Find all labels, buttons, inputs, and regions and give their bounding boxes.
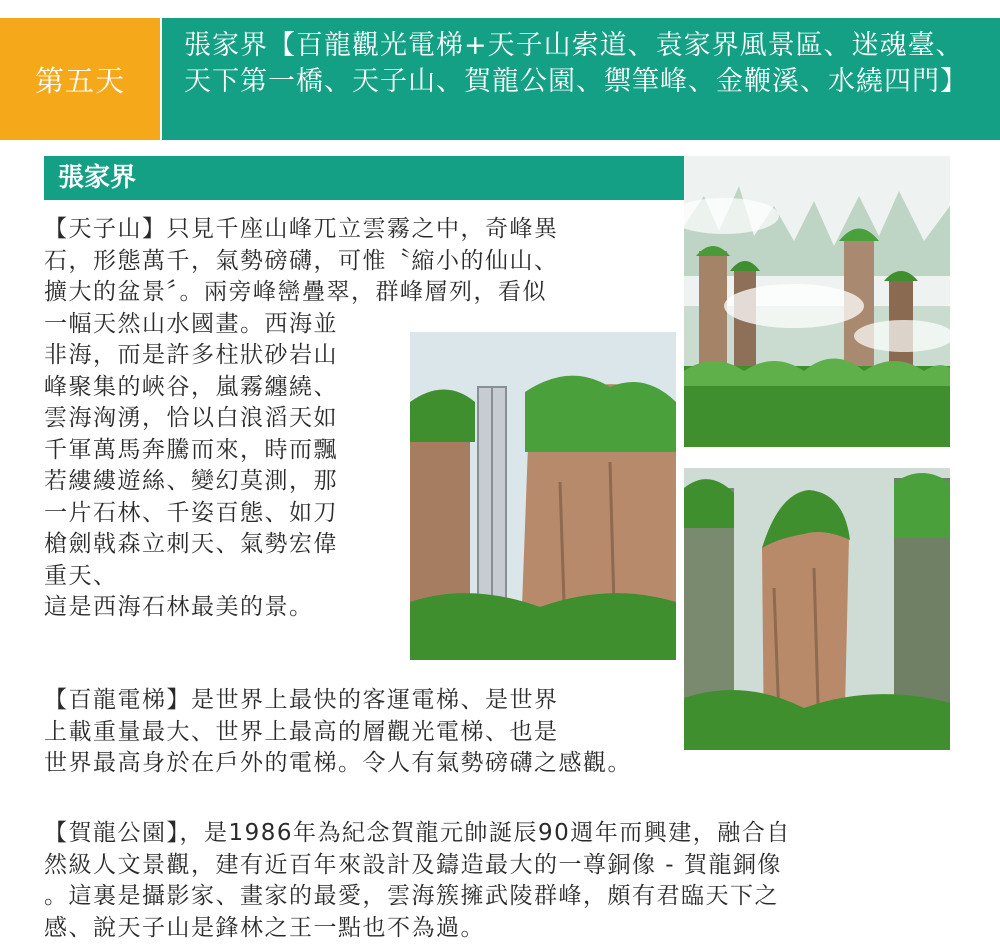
text-line: 若縷縷遊絲、變幻莫測，那 <box>44 468 338 494</box>
text-line: 槍劍戟森立刺天、氣勢宏偉 <box>44 531 338 557</box>
day-badge: 第五天 <box>0 18 160 140</box>
misty-peaks-photo <box>684 156 950 447</box>
text-line: 然級人文景觀，建有近百年來設計及鑄造最大的一尊銅像 - 賀龍銅像 <box>44 851 782 878</box>
text-line: 感、說天子山是鋒林之王一點也不為過。 <box>44 914 485 941</box>
text-line: 石，形態萬千，氣勢磅礴，可惟〝縮小的仙山、 <box>44 247 559 274</box>
text-line: 世界最高身於在戶外的電梯。令人有氣勢磅礴之感觀。 <box>44 750 632 776</box>
text-line: 擴大的盆景〞。兩旁峰巒疊翠，群峰層列，看似 <box>44 279 547 305</box>
text-line: 千軍萬馬奔騰而來，時而飄 <box>44 436 338 463</box>
bailong-paragraph <box>44 685 754 780</box>
text-line: 【天子山】只見千座山峰兀立雲霧之中，奇峰異 <box>44 216 559 242</box>
text-line: 一片石林、千姿百態、如刀 <box>44 499 338 526</box>
helong-paragraph <box>44 818 974 944</box>
text-line: 這是西海石林最美的景。 <box>44 594 314 620</box>
text-line: 雲海洶湧，恰以白浪滔天如 <box>44 405 338 431</box>
text-line: 【百龍電梯】是世界上最快的客運電梯、是世界 <box>44 687 559 713</box>
day-title: 張家界【百龍觀光電梯+天子山索道、袁家界風景區、迷魂臺、天下第一橋、天子山、賀龍公園、禦筆峰、金鞭溪、水繞四門】 <box>162 18 1000 140</box>
text-line: 【賀龍公園】，是1986年為紀念賀龍元帥誕辰90週年而興建，融合自 <box>44 820 791 846</box>
section-label: 張家界 <box>44 156 684 200</box>
text-line: 上載重量最大、世界上最高的層觀光電梯、也是 <box>44 718 559 745</box>
text-line: 非海，而是許多柱狀砂岩山 <box>44 342 338 368</box>
tianzi-paragraph <box>44 214 684 624</box>
text-line: 。這裏是攝影家、畫家的最愛，雲海簇擁武陵群峰，頗有君臨天下之 <box>44 883 779 909</box>
text-line: 峰聚集的峽谷，嵐霧纏繞、 <box>44 373 338 400</box>
text-line: 一幅天然山水國畫。西海並 <box>44 310 338 337</box>
text-line: 重天、 <box>44 562 118 589</box>
